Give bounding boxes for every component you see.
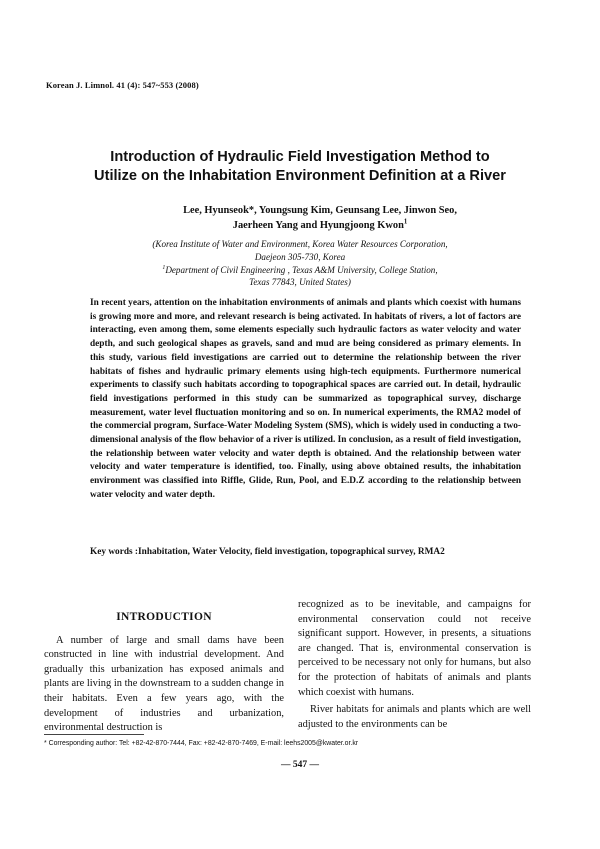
authors-line-2-text: Jaerheen Yang and Hyungjoong Kwon — [232, 220, 404, 231]
affiliation-1: (Korea Institute of Water and Environment, Korea Water Resources Corporation, — [152, 239, 448, 249]
introduction-heading: INTRODUCTION — [116, 611, 212, 623]
keywords — [90, 546, 521, 560]
intro-left-paragraph: A number of large and small dams have been constructed in line with industrial development. And gradually this urbanization has exposed animals and plants are living in the downstream to a sudden change in their habitats. Even a few years ago, with the development of industries and urbanization, environmental destruction is — [44, 634, 284, 734]
affiliation-1-continued: Daejeon 305-730, Korea — [254, 251, 346, 262]
intro-right-paragraph-1: recognized as to be inevitable, and campaigns for environmental conservation could not receive significant support. However, in presents, a situations are changed. That is, environmental conservation is perceived to be necessary not only for humans, but also for the protection of habitats of animals and plants which coexist with humans. — [298, 599, 531, 698]
authors-line-1: Lee, Hyunseok*, Youngsung Kim, Geunsang Lee, Jinwon Seo, — [183, 205, 457, 216]
paper-title — [40, 148, 560, 186]
affiliation-2-superscript: 1 — [162, 264, 166, 271]
authors-line-2 — [100, 218, 540, 233]
page-number: — 547 — — [281, 760, 319, 770]
title-line-1: Introduction of Hydraulic Field Investigation Method to — [110, 149, 490, 165]
journal-header: Korean J. Limnol. 41 (4): 547~553 (2008) — [46, 80, 199, 90]
keywords-label: Key words : — [90, 547, 139, 557]
affiliation-2-text: Department of Civil Engineering , Texas A&M University, College Station, — [165, 264, 438, 275]
footnote-divider — [44, 734, 144, 735]
affiliation-2-continued: Texas 77843, United States) — [249, 277, 351, 288]
affiliations — [90, 238, 510, 289]
author-list — [100, 203, 540, 233]
abstract: In recent years, attention on the inhabitation environments of animals and plants which coexist with humans is growing more and more, and relevant research is being activated. In habitats of rivers, a lot of factors are interacting, even among them, some elements especially such hydraulic factors as water velocity and water depth, and such geological shapes as gravels, sand and mud are being considered as primary elements. In this study, various field investigations are carried out to determine the relationship between the river habitats of fishes and hydraulic primary elements using high-tech equipments. Furthermore numerical experiments to classify such habitats according to topographical spaces are carried out. In detail, hydraulic field investigations performed in this study can be summarized as topographical survey, discharge measurement, water level fluctuation monitoring and so on. In numerical experiments, the RMA2 model of the commercial program, Surface-Water Modeling System (SMS), which is widely used in conducting a two-dimensional analysis of the flow behavior of a river is utilized. In conclusion, as a result of field investigation, the relationship between water velocity and water depth is obtained. And the relationship between water velocity and water temperature is identified, too. Finally, using above obtained results, the inhabitation environment was classified into Riffle, Glide, Run, Pool, and E.D.Z according to the relationship between water velocity and water depth. — [90, 298, 521, 500]
left-column — [44, 610, 284, 736]
authors-line-2-superscript: 1 — [403, 218, 408, 226]
intro-right-paragraph-2: River habitats for animals and plants which are well adjusted to the environments can be — [298, 704, 531, 730]
keywords-text: Inhabitation, Water Velocity, field investigation, topographical survey, RMA2 — [138, 547, 445, 557]
title-line-2: Utilize on the Inhabitation Environment Definition at a River — [94, 168, 506, 184]
affiliation-2 — [90, 264, 510, 277]
corresponding-author-footnote: * Corresponding author: Tel: +82-42-870-7444, Fax: +82-42-870-7469, E-mail: leehs2005@kwater.or.kr — [44, 740, 359, 747]
right-column — [298, 598, 531, 732]
